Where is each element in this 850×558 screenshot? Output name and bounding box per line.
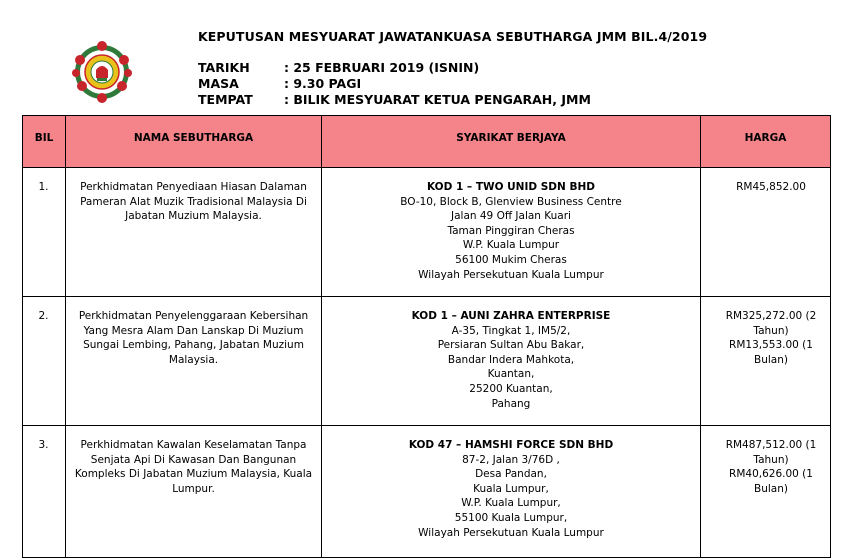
table-row xyxy=(23,297,831,426)
column-header-harga: HARGA xyxy=(701,116,831,168)
page-title: KEPUTUSAN MESYUARAT JAWATANKUASA SEBUTHARGA JMM BIL.4/2019 xyxy=(198,29,708,44)
column-header-syarikat: SYARIKAT BERJAYA xyxy=(322,116,701,168)
price-line: RM13,553.00 (1 Bulan) xyxy=(729,339,813,366)
cell-harga xyxy=(701,426,831,558)
cell-nama: Perkhidmatan Penyelenggaraan Kebersihan Yang Mesra Alam Dan Lanskap Di Muzium Sungai Lembing, Pahang, Jabatan Muzium Malaysia. xyxy=(66,297,322,426)
cell-bil: 2. xyxy=(23,297,66,426)
address-line: Persiaran Sultan Abu Bakar, xyxy=(437,339,585,352)
address-line: 56100 Mukim Cheras xyxy=(455,253,567,266)
company-code: KOD 1 – TWO UNID SDN BHD xyxy=(427,181,595,193)
address-line: W.P. Kuala Lumpur, xyxy=(461,497,561,510)
meta-tempat xyxy=(198,92,591,107)
meta-label: TARIKH xyxy=(198,60,250,75)
address-line: W.P. Kuala Lumpur xyxy=(462,239,560,252)
address-line: Desa Pandan, xyxy=(475,468,547,481)
cell-bil: 1. xyxy=(23,168,66,297)
address-line: Kuala Lumpur, xyxy=(473,482,549,495)
cell-bil: 3. xyxy=(23,426,66,558)
address-line: 55100 Kuala Lumpur, xyxy=(454,511,568,524)
address-line: Jalan 49 Off Jalan Kuari xyxy=(451,210,571,223)
table-row xyxy=(23,426,831,558)
price-line: RM45,852.00 xyxy=(736,181,806,193)
address-line: Pahang xyxy=(491,397,531,410)
column-header-nama: NAMA SEBUTHARGA xyxy=(66,116,322,168)
address-line: Wilayah Persekutuan Kuala Lumpur xyxy=(418,526,604,539)
address-line: 87-2, Jalan 3/76D , xyxy=(462,453,560,466)
cell-syarikat xyxy=(322,168,701,297)
address-line: Bandar Indera Mahkota, xyxy=(447,353,575,366)
cell-harga xyxy=(701,297,831,426)
company-code: KOD 1 – AUNI ZAHRA ENTERPRISE xyxy=(411,310,611,322)
address-line: A-35, Tingkat 1, IM5/2, xyxy=(451,324,571,337)
jmm-emblem-logo xyxy=(70,40,134,104)
company-code: KOD 47 – HAMSHI FORCE SDN BHD xyxy=(408,439,614,451)
meta-label: TEMPAT xyxy=(198,92,253,107)
meta-value: : BILIK MESYUARAT KETUA PENGARAH, JMM xyxy=(284,92,591,107)
address-line: BO-10, Block B, Glenview Business Centre xyxy=(400,195,622,208)
column-header-bil: BIL xyxy=(23,116,66,168)
cell-syarikat xyxy=(322,426,701,558)
table-row xyxy=(23,168,831,297)
price-line: RM487,512.00 (1 Tahun) xyxy=(725,439,817,466)
meta-tarikh xyxy=(198,60,479,75)
address-line: Taman Pinggiran Cheras xyxy=(447,224,575,237)
address-line: 25200 Kuantan, xyxy=(469,382,553,395)
table-header-row xyxy=(23,116,831,168)
meta-value: : 25 FEBRUARI 2019 (ISNIN) xyxy=(284,60,480,75)
price-line: RM325,272.00 (2 Tahun) xyxy=(725,310,817,337)
meta-masa xyxy=(198,76,361,91)
cell-harga xyxy=(701,168,831,297)
meta-label: MASA xyxy=(198,76,239,91)
price-line: RM40,626.00 (1 Bulan) xyxy=(729,468,813,495)
address-line: Wilayah Persekutuan Kuala Lumpur xyxy=(418,268,604,281)
address-line: Kuantan, xyxy=(487,368,535,381)
cell-nama: Perkhidmatan Penyediaan Hiasan Dalaman Pameran Alat Muzik Tradisional Malaysia Di Jabatan Muzium Malaysia. xyxy=(66,168,322,297)
cell-syarikat xyxy=(322,297,701,426)
results-table xyxy=(22,115,831,558)
meta-value: : 9.30 PAGI xyxy=(284,76,362,91)
cell-nama: Perkhidmatan Kawalan Keselamatan Tanpa Senjata Api Di Kawasan Dan Bangunan Kompleks Di Jabatan Muzium Malaysia, Kuala Lumpur. xyxy=(66,426,322,558)
